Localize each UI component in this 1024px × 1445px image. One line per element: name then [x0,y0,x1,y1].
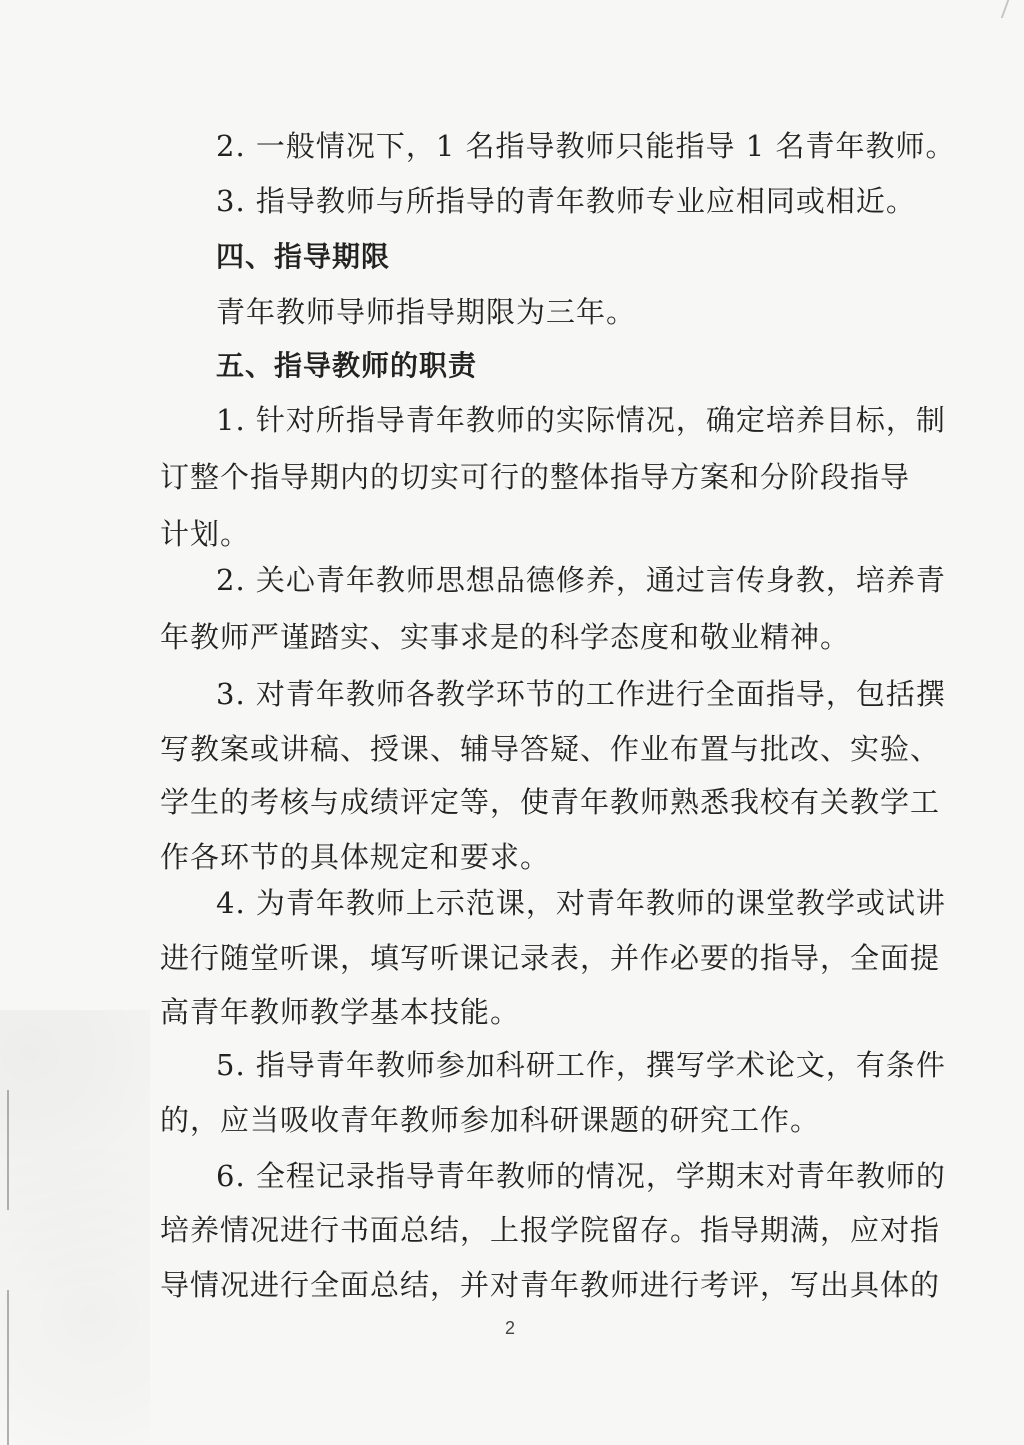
paragraph-line: 4. 为青年教师上示范课，对青年教师的课堂教学或试讲 [216,886,946,920]
paragraph-line: 培养情况进行书面总结，上报学院留存。指导期满，应对指 [160,1213,941,1247]
paragraph-line: 写教案或讲稿、授课、辅导答疑、作业布置与批改、实验、 [160,732,941,766]
paragraph-line: 1. 针对所指导青年教师的实际情况，确定培养目标，制 [216,403,946,437]
paragraph-line: 高青年教师教学基本技能。 [160,995,521,1029]
paragraph-line: 导情况进行全面总结，并对青年教师进行考评，写出具体的 [160,1268,941,1302]
page-number: 2 [505,1318,516,1338]
paragraph-line: 2. 一般情况下，1 名指导教师只能指导 1 名青年教师。 [216,129,956,163]
paragraph-line: 3. 对青年教师各教学环节的工作进行全面指导，包括撰 [216,677,946,711]
section-heading: 四、指导期限 [216,240,391,273]
paragraph-line: 2. 关心青年教师思想品德修养，通过言传身教，培养青 [216,563,946,597]
paragraph-line: 学生的考核与成绩评定等，使青年教师熟悉我校有关教学工 [160,785,941,819]
paragraph-line: 6. 全程记录指导青年教师的情况，学期末对青年教师的 [216,1159,946,1193]
paragraph-line: 计划。 [160,517,251,551]
scan-edge-line [7,1090,9,1210]
paragraph-line: 的，应当吸收青年教师参加科研课题的研究工作。 [160,1103,821,1137]
paragraph-line: 5. 指导青年教师参加科研工作，撰写学术论文，有条件 [216,1048,946,1082]
paragraph-line: 3. 指导教师与所指导的青年教师专业应相同或相近。 [216,184,916,218]
paragraph-line: 作各环节的具体规定和要求。 [160,840,551,874]
paragraph-line: 年教师严谨踏实、实事求是的科学态度和敬业精神。 [160,620,851,654]
paragraph-line: 进行随堂听课，填写听课记录表，并作必要的指导，全面提 [160,941,941,975]
scan-edge-line [7,1290,9,1445]
paragraph-line: 青年教师导师指导期限为三年。 [216,295,637,329]
paragraph-line: 订整个指导期内的切实可行的整体指导方案和分阶段指导 [160,460,911,494]
scan-corner-mark [1001,0,1024,18]
scan-noise-left [0,1010,150,1445]
section-heading: 五、指导教师的职责 [216,349,478,382]
